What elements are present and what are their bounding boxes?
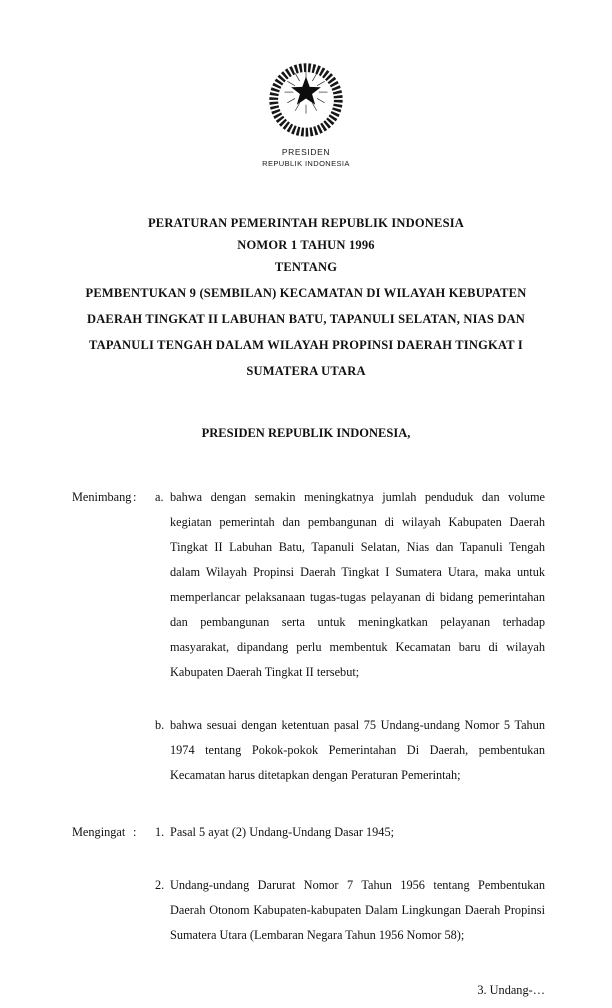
item-marker: 2. xyxy=(155,878,165,892)
list-item xyxy=(155,713,545,788)
org-name-line2: REPUBLIK INDONESIA xyxy=(262,159,350,168)
title-line-1: PERATURAN PEMERINTAH REPUBLIK INDONESIA xyxy=(147,216,465,230)
document-body xyxy=(72,485,545,1003)
clause-items xyxy=(155,485,545,788)
letterhead xyxy=(0,0,612,168)
clause-label-text: Mengingat xyxy=(72,825,126,839)
list-item xyxy=(155,873,545,948)
clause-label xyxy=(72,485,155,788)
list-item xyxy=(155,485,545,685)
salutation: PRESIDEN REPUBLIK INDONESIA, xyxy=(201,426,411,440)
item-text: bahwa dengan semakin meningkatnya jumlah penduduk dan volume kegiatan pemerintah dan pembangunan di wilayah Kabupaten Daerah Tingkat II Labuhan Batu, Tapanuli Selatan, Nias dan Tapanuli Tengah dalam Wilayah Propinsi Daerah Tingkat I Sumatera Utara, maka untuk memperlancar pelaksanaan tugas-tugas pelayanan di bidang pemerintahan dan pembangunan serta untuk meningkatkan pelayanan terhadap masyarakat, dipandang perlu membentuk Kecamatan baru di wilayah Kabupaten Daerah Tingkat II tersebut; xyxy=(170,490,545,679)
document-title xyxy=(0,212,612,384)
clause-label-text: Menimbang xyxy=(72,490,132,504)
title-subject: PEMBENTUKAN 9 (SEMBILAN) KECAMATAN DI WILAYAH KEBUPATEN DAERAH TINGKAT II LABUHAN BATU, TAPANULI SELATAN, NIAS DAN TAPANULI TENGAH DALAM WILAYAH PROPINSI DAERAH TINGKAT I SUMATERA UTARA xyxy=(85,286,527,378)
item-marker: 1. xyxy=(155,825,165,839)
clause-label xyxy=(72,820,155,948)
item-text: Undang-undang Darurat Nomor 7 Tahun 1956 tentang Pembentukan Daerah Otonom Kabupaten-kabupaten Dalam Lingkungan Daerah Propinsi Sumatera Utara (Lembaran Negara Tahun 1956 Nomor 58); xyxy=(170,878,545,942)
item-marker: b. xyxy=(155,718,165,732)
item-text: bahwa sesuai dengan ketentuan pasal 75 Undang-undang Nomor 5 Tahun 1974 tentang Pokok-pokok Pemerintahan Di Daerah, pembentukan Kecamatan harus ditetapkan dengan Peraturan Pemerintah; xyxy=(170,718,545,782)
item-text: Pasal 5 ayat (2) Undang-Undang Dasar 1945; xyxy=(170,825,395,839)
clause-menimbang xyxy=(72,485,545,788)
list-item xyxy=(155,820,545,845)
title-line-3: TENTANG xyxy=(274,260,338,274)
page-catchword: 3. Undang-… xyxy=(477,983,545,997)
item-marker: a. xyxy=(155,490,164,504)
clause-separator: : xyxy=(133,825,137,839)
clause-items xyxy=(155,820,545,948)
presidential-emblem-icon xyxy=(262,50,350,142)
clause-mengingat xyxy=(72,820,545,948)
title-line-2: NOMOR 1 TAHUN 1996 xyxy=(237,238,375,252)
org-name-line1: PRESIDEN xyxy=(281,147,331,157)
clause-separator: : xyxy=(133,490,137,504)
